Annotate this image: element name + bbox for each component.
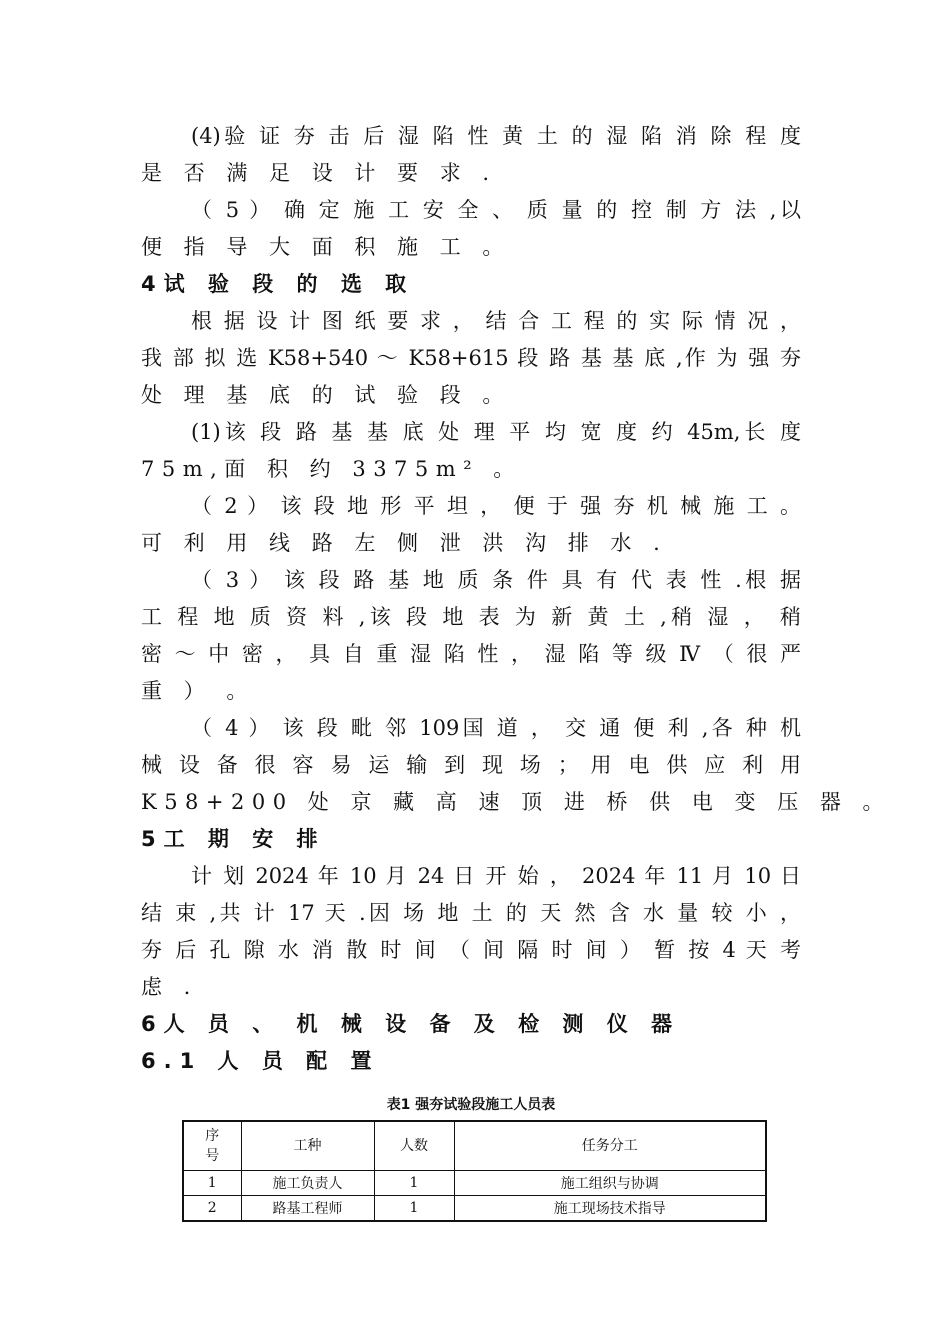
paragraph-line: 处 理 基 底 的 试 验 段 。 [141,383,511,407]
cell-count: 1 [374,1196,454,1222]
paragraph-line: K58+200 处 京 藏 高 速 顶 进 桥 供 电 变 压 器 。 [141,790,892,814]
header-trade: 工种 [241,1121,374,1171]
paragraph-line: 密 ～ 中 密 ， 具 自 重 湿 陷 性 ， 湿 陷 等 级 Ⅳ （ 很 严 [141,642,801,666]
paragraph-line: （ 5 ） 确 定 施 工 安 全 、 质 量 的 控 制 方 法 ,以 [191,198,801,222]
paragraph-line: 可 利 用 线 路 左 侧 泄 洪 沟 排 水 . [141,531,668,555]
paragraph-line: （ 2 ） 该 段 地 形 平 坦 ， 便 于 强 夯 机 械 施 工 。 [191,494,801,518]
paragraph-line: （ 3 ） 该 段 路 基 地 质 条 件 具 有 代 表 性 .根 据 [191,568,801,592]
cell-task: 施工组织与协调 [454,1171,766,1196]
staff-table [182,1120,767,1222]
table-row [183,1171,766,1196]
paragraph-line: 虑 . [141,975,198,999]
paragraph-line: 重 ） 。 [141,679,255,703]
paragraph-line: 结 束 ,共 计 17 天 .因 场 地 土 的 天 然 含 水 量 较 小 ， [141,901,801,925]
paragraph-line: 械 设 备 很 容 易 运 输 到 现 场 ； 用 电 供 应 利 用 [141,753,801,777]
paragraph-line: (1)该 段 路 基 基 底 处 理 平 均 宽 度 约 45m,长 度 [191,420,801,444]
table-caption: 表1 强夯试验段施工人员表 [386,1097,556,1113]
paragraph-line: (4)验 证 夯 击 后 湿 陷 性 黄 土 的 湿 陷 消 除 程 度 [191,124,801,148]
paragraph-line: 工 程 地 质 资 料 ,该 段 地 表 为 新 黄 土 ,稍 湿 ， 稍 [141,605,801,629]
paragraph-line: 根 据 设 计 图 纸 要 求 ， 结 合 工 程 的 实 际 情 况 ， [191,309,801,333]
paragraph-line: 我 部 拟 选 K58+540 ～ K58+615 段 路 基 基 底 ,作 为 强 夯 [141,346,801,370]
paragraph-line: 便 指 导 大 面 积 施 工 。 [141,235,511,259]
section-heading-6: 6人 员 、 机 械 设 备 及 检 测 仪 器 [141,1012,681,1036]
table-header-row [183,1121,766,1171]
cell-seq: 1 [183,1171,241,1196]
header-task: 任务分工 [454,1121,766,1171]
section-heading-4: 4试 验 段 的 选 取 [141,272,415,296]
section-heading-6-1: 6.1 人 员 配 置 [141,1049,380,1073]
cell-task: 施工现场技术指导 [454,1196,766,1222]
section-heading-5: 5工 期 安 排 [141,827,326,851]
table-row [183,1196,766,1222]
header-count: 人数 [374,1121,454,1171]
cell-trade: 路基工程师 [241,1196,374,1222]
paragraph-line: 75m,面 积 约 3375m² 。 [141,457,522,481]
header-seq: 序号 [183,1121,241,1171]
paragraph-line: （ 4 ） 该 段 毗 邻 109国 道 ， 交 通 便 利 ,各 种 机 [191,716,801,740]
cell-seq: 2 [183,1196,241,1222]
document-page [141,118,892,1222]
cell-trade: 施工负责人 [241,1171,374,1196]
paragraph-line: 计 划 2024 年 10 月 24 日 开 始 ， 2024 年 11 月 10 日 [191,864,801,888]
paragraph-line: 夯 后 孔 隙 水 消 散 时 间 （ 间 隔 时 间 ） 暂 按 4 天 考 [141,938,801,962]
cell-count: 1 [374,1171,454,1196]
paragraph-line: 是 否 满 足 设 计 要 求 . [141,161,497,185]
